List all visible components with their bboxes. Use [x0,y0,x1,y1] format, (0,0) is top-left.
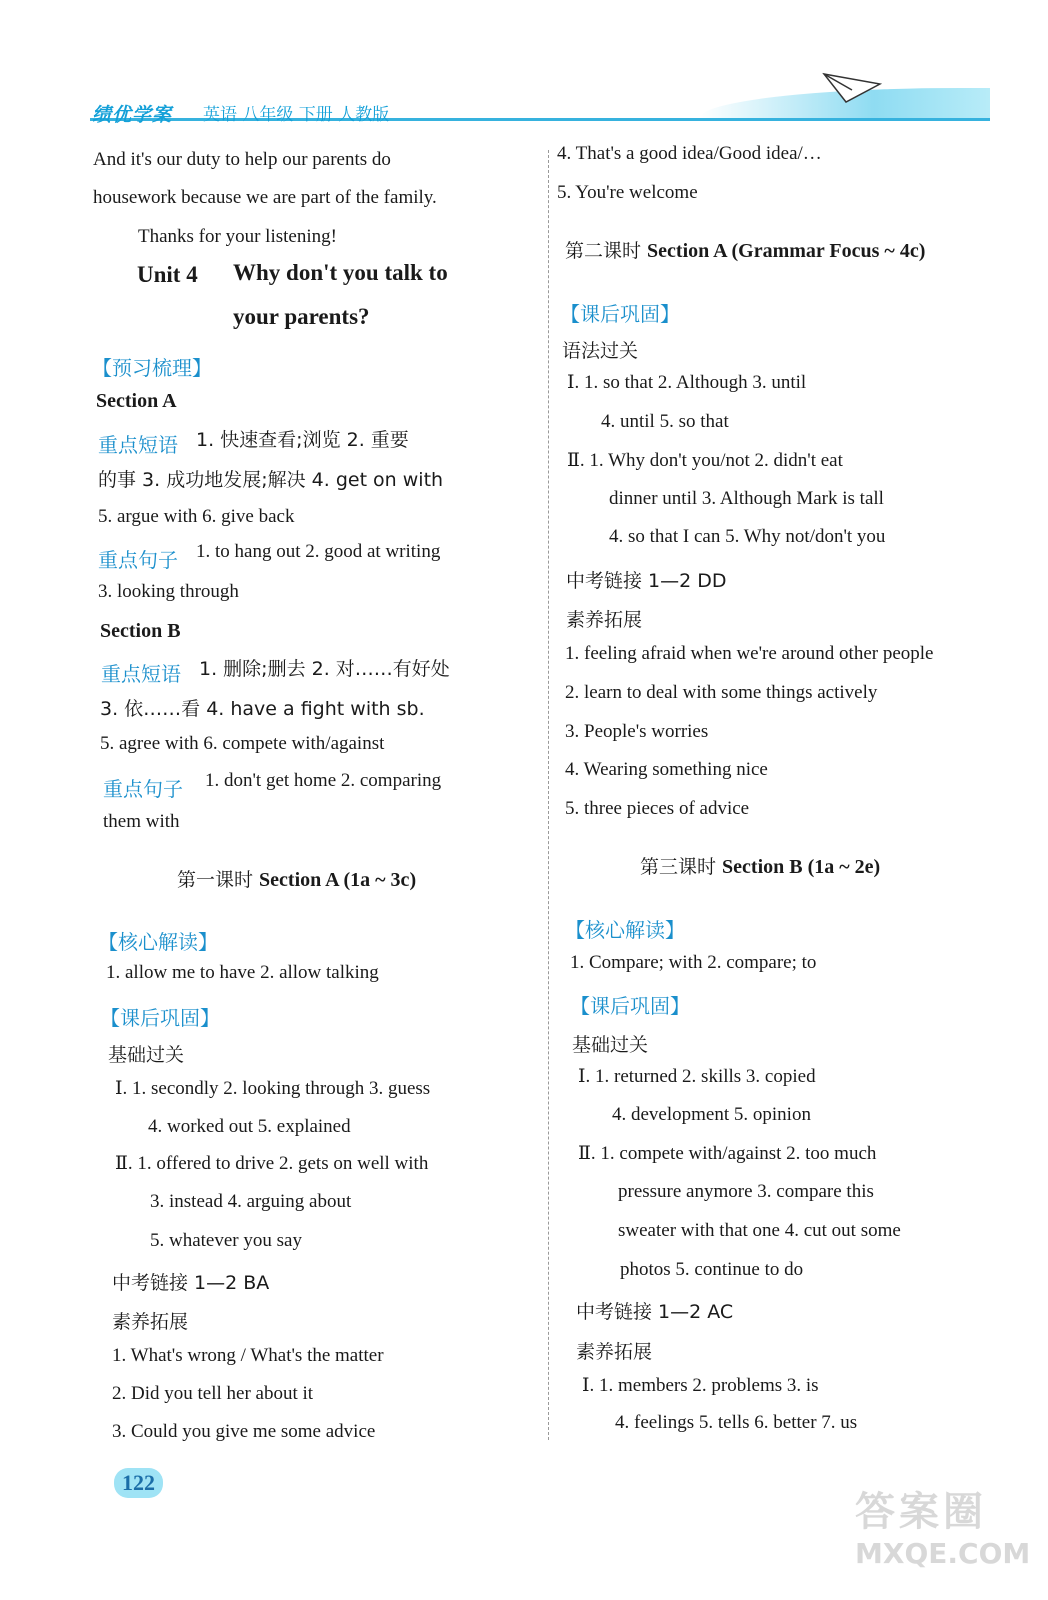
page-number: 122 [114,1468,163,1498]
a-phrases-line-3: 5. argue with 6. give back [98,506,295,527]
l2-ext-line-1: 1. feeling afraid when we're around other people [565,643,934,664]
suyang-heading-right-1: 素养拓展 [566,609,643,631]
a-phrases-line-2: 的事 3. 成功地发展;解决 4. get on with [98,469,444,491]
l2-I-line-1: Ⅰ. 1. so that 2. Although 3. until [567,372,807,393]
core-answer-1: 1. allow me to have 2. allow talking [106,962,379,983]
key-phrases-tag-a: 重点短语 [98,433,178,457]
lesson-1-heading: 第一课时 Section A (1a ~ 3c) [177,869,417,891]
intro-line-3: Thanks for your listening! [138,226,337,247]
lesson-3-heading: 第三课时 Section B (1a ~ 2e) [640,856,881,878]
b-sentences-line-1: 1. don't get home 2. comparing [205,770,442,791]
l3-II-line-2: pressure anymore 3. compare this [618,1181,874,1202]
l2-ext-line-2: 2. learn to deal with some things actively [565,682,878,703]
key-sentences-tag-a: 重点句子 [98,548,178,572]
zhongkao-link-left: 中考链接 1—2 BA [112,1272,270,1294]
watermark: 答案圈 MXQE.COM [855,1489,1031,1570]
basic-heading-right: 基础过关 [572,1034,649,1056]
l1-ext-line-3: 3. Could you give me some advice [112,1421,376,1442]
l2-ext-line-5: 5. three pieces of advice [565,798,750,819]
l2-I-line-2: 4. until 5. so that [601,411,729,432]
a-phrases-line-1: 1. 快速查看;浏览 2. 重要 [196,429,409,451]
core-tag-left: 【核心解读】 [98,930,218,954]
lesson-2-heading: 第二课时 Section A (Grammar Focus ~ 4c) [565,240,926,262]
l1-I-line-1: Ⅰ. 1. secondly 2. looking through 3. guess [115,1078,431,1099]
l1-II-line-2: 3. instead 4. arguing about [150,1191,352,1212]
after-class-tag-right-2: 【课后巩固】 [570,994,690,1018]
zhongkao-link-right-2: 中考链接 1—2 DD [566,570,727,592]
a-sentences-line-1: 1. to hang out 2. good at writing [196,541,441,562]
unit-title-line-1: Why don't you talk to [233,260,448,285]
b-phrases-line-2: 3. 依……看 4. have a fight with sb. [100,698,425,720]
l2-ext-line-4: 4. Wearing something nice [565,759,768,780]
key-sentences-tag-b: 重点句子 [103,777,183,801]
brand-logo: 绩优学案 [92,104,173,126]
suyang-heading-left: 素养拓展 [112,1311,189,1333]
intro-line-1: And it's our duty to help our parents do [93,149,391,170]
section-a-heading: Section A [96,390,177,412]
b-sentences-line-2: them with [103,811,180,832]
l3-II-line-1: Ⅱ. 1. compete with/against 2. too much [578,1143,877,1164]
l1-ext-line-1: 1. What's wrong / What's the matter [112,1345,384,1366]
l2-II-line-2: dinner until 3. Although Mark is tall [609,488,884,509]
l2-ext-line-3: 3. People's worries [565,721,709,742]
section-b-heading: Section B [100,620,181,642]
l1-II-line-1: Ⅱ. 1. offered to drive 2. gets on well with [115,1153,429,1174]
l3-I-line-2: 4. development 5. opinion [612,1104,811,1125]
l1-II-line-3: 5. whatever you say [150,1230,302,1251]
b-phrases-line-1: 1. 删除;删去 2. 对……有好处 [199,658,450,680]
l3-ext-line-1: Ⅰ. 1. members 2. problems 3. is [582,1375,819,1396]
zhongkao-link-right-3: 中考链接 1—2 AC [576,1301,734,1323]
right-top-line-2: 5. You're welcome [557,182,698,203]
unit-title-line-2: your parents? [233,304,370,329]
l1-ext-line-2: 2. Did you tell her about it [112,1383,314,1404]
preview-tag: 【预习梳理】 [92,356,212,380]
unit-number: Unit 4 [137,262,198,287]
l3-II-line-4: photos 5. continue to do [620,1259,804,1280]
basic-heading-left: 基础过关 [108,1044,185,1066]
intro-line-2: housework because we are part of the family. [93,187,437,208]
a-sentences-line-2: 3. looking through [98,581,239,602]
after-class-tag-left: 【课后巩固】 [100,1006,220,1030]
paper-plane-icon [822,70,882,104]
l3-I-line-1: Ⅰ. 1. returned 2. skills 3. copied [578,1066,816,1087]
column-divider [548,150,549,1440]
l3-ext-line-2: 4. feelings 5. tells 6. better 7. us [615,1412,858,1433]
grammar-heading: 语法过关 [562,340,639,362]
l2-II-line-3: 4. so that I can 5. Why not/don't you [609,526,886,547]
l2-II-line-1: Ⅱ. 1. Why don't you/not 2. didn't eat [567,450,843,471]
after-class-tag-right: 【课后巩固】 [560,302,680,326]
right-top-line-1: 4. That's a good idea/Good idea/… [557,143,822,164]
core-tag-right: 【核心解读】 [565,918,685,942]
core-answer-3: 1. Compare; with 2. compare; to [570,952,817,973]
key-phrases-tag-b: 重点短语 [101,662,181,686]
suyang-heading-right-2: 素养拓展 [576,1341,653,1363]
l1-I-line-2: 4. worked out 5. explained [148,1116,351,1137]
l3-II-line-3: sweater with that one 4. cut out some [618,1220,901,1241]
b-phrases-line-3: 5. agree with 6. compete with/against [100,733,385,754]
book-subject: 英语 八年级 下册 人教版 [203,105,390,125]
